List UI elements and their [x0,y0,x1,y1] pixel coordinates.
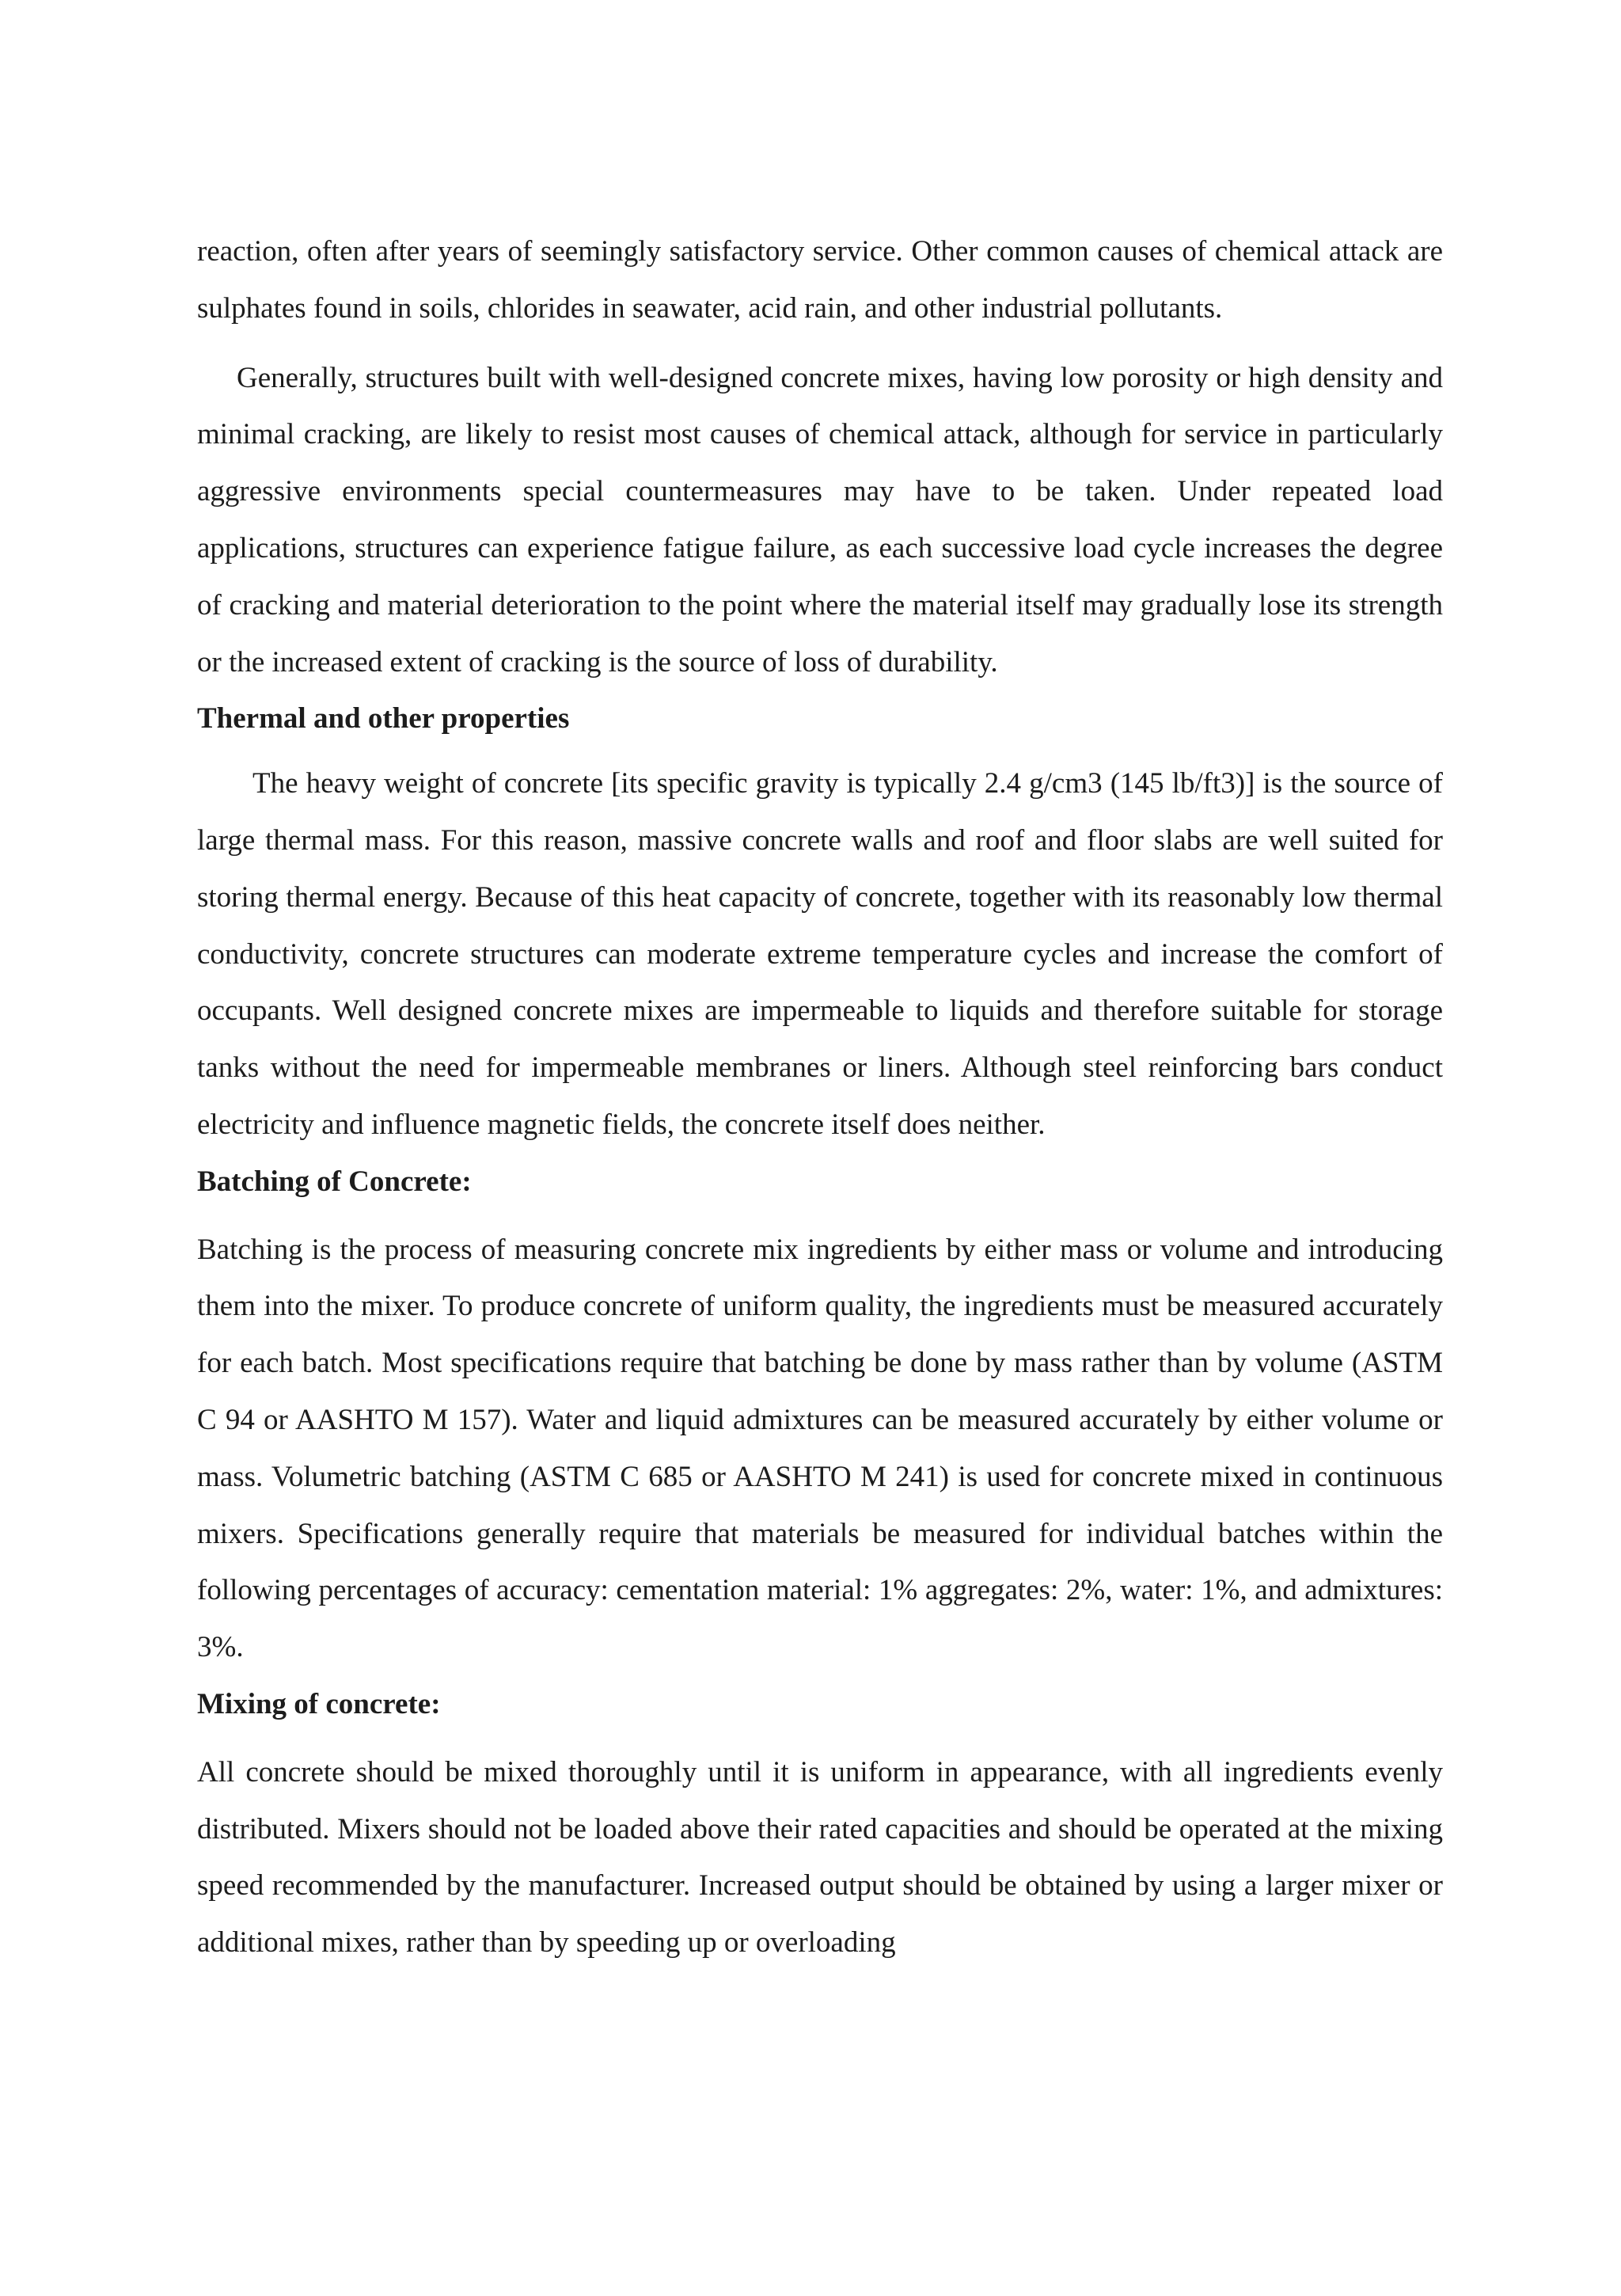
heading-thermal-properties: Thermal and other properties [197,702,570,736]
paragraph-thermal-properties: The heavy weight of concrete [its specific gravity is typically 2.4 g/cm3 (145 lb/ft3)] is the source of large thermal mass. For this reason, massive concrete walls and roof and floor slabs are well suited for storing thermal energy. Because of this heat capacity of concrete, together with its reasonably low thermal conductivity, concrete structures can moderate extreme temperature cycles and increase the comfort of occupants. Well designed concrete mixes are impermeable to liquids and therefore suitable for storage tanks without the need for impermeable membranes or liners. Although steel reinforcing bars conduct electricity and influence magnetic fields, the concrete itself does neither. [197,767,1443,1141]
page-body [197,223,1443,1971]
paragraph-batching: Batching is the process of measuring concrete mix ingredients by either mass or volume and introducing them into the mixer. To produce concrete of uniform quality, the ingredients must be measured accurately for each batch. Most specifications require that batching be done by mass rather than by volume (ASTM C 94 or AASHTO M 157). Water and liquid admixtures can be measured accurately by either volume or mass. Volumetric batching (ASTM C 685 or AASHTO M 241) is used for concrete mixed in continuous mixers. Specifications generally require that materials be measured for individual batches within the following percentages of accuracy: cementation material: 1% aggregates: 2%, water: 1%, and admixtures: 3%. [197,1233,1443,1664]
heading-mixing: Mixing of concrete: [197,1687,441,1720]
paragraph-mixing: All concrete should be mixed thoroughly until it is uniform in appearance, with all ingredients evenly distributed. Mixers should not be loaded above their rated capacities and should be operated at the mixing speed recommended by the manufacturer. Increased output should be obtained by using a larger mixer or additional mixes, rather than by speeding up or overloading [197,1755,1443,1960]
paragraph-durability: Generally, structures built with well-designed concrete mixes, having low porosity or high density and minimal cracking, are likely to resist most causes of chemical attack, although for service in particularly aggressive environments special countermeasures may have to be taken. Under repeated load applications, structures can experience fatigue failure, as each successive load cycle increases the degree of cracking and material deterioration to the point where the material itself may gradually lose its strength or the increased extent of cracking is the source of loss of durability. [197,361,1443,679]
heading-batching: Batching of Concrete: [197,1165,472,1198]
paragraph-chemical-attack: reaction, often after years of seemingly satisfactory service. Other common causes of chemical attack are sulphates found in soils, chlorides in seawater, acid rain, and other industrial pollutants. [197,235,1443,325]
